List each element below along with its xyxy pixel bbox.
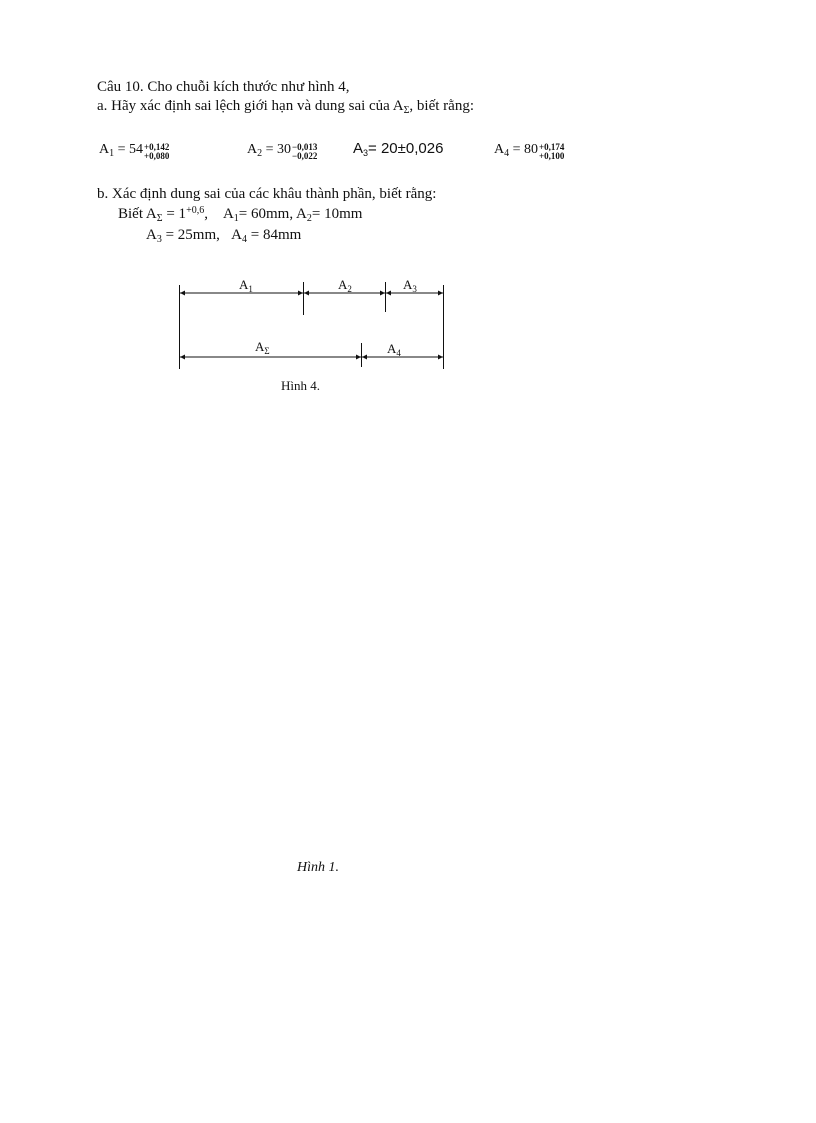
bottom-caption: Hình 1. [297,860,339,875]
label-a1: $A_1$ [239,277,253,294]
figure-caption: Hình 4. [281,378,320,393]
formula-a3: $A_3= 20\pm 0,026$ [353,140,444,158]
formula-a2: $A_2 = 30$ −0,013 −0,022 [247,142,318,161]
part-b-text: b. Xác định dung sai của các khâu thành phần, biết rằng: [97,186,437,202]
tolerance-a2: −0,013 −0,022 [292,142,318,161]
part-a-text: a. Hãy xác định sai lệch giới hạn và dung sai của $A_\Sigma$, biết rằng: [97,98,474,116]
label-a2: $A_2$ [338,277,352,294]
formula-a1: $A_1 = 54$ +0,142 +0,080 [99,142,170,161]
formula-a4: $A_4 = 80$ +0,174 +0,100 [494,142,565,161]
question-title: Câu 10. Cho chuỗi kích thước như hình 4, [97,79,350,95]
label-asum: $A_\Sigma$ [255,339,270,356]
given-line-2: $A_3 = 25mm$, $A_4 = 84mm$ [146,227,302,245]
tolerance-a4: +0,174 +0,100 [539,142,565,161]
dimension-chain-figure [0,0,816,400]
tolerance-a1: +0,142 +0,080 [144,142,170,161]
label-a3: $A_3$ [403,277,417,294]
given-line-1: Biết $A_\Sigma = 1^{+0,6}$, $A_1= 60mm$, $A_2= 10mm$ [118,205,363,224]
label-a4: $A_4$ [387,341,401,358]
